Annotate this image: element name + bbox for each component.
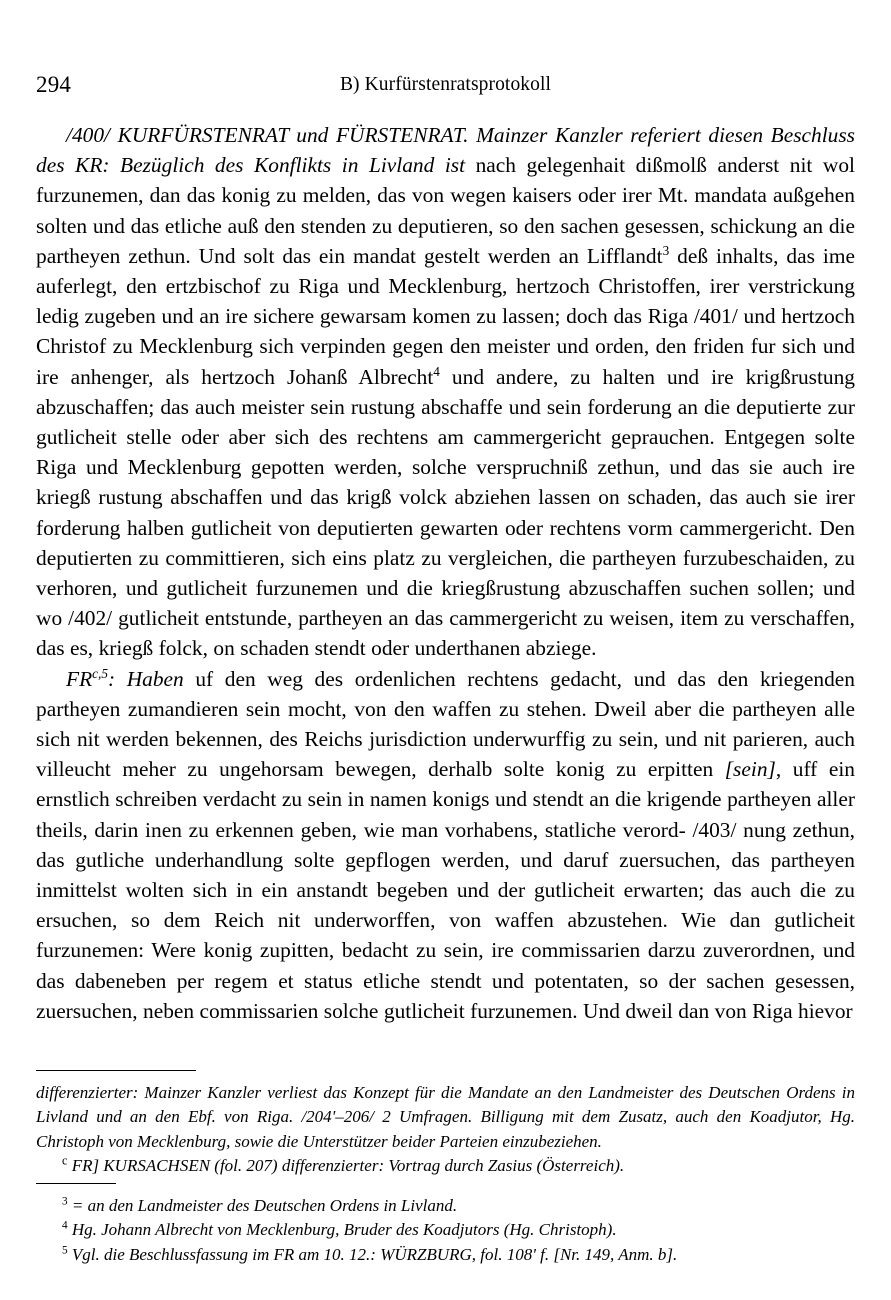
footnote-marker-3: 3 — [62, 1195, 68, 1208]
rubric-kurfuerstenrat-part1: /400/ KURFÜRSTENRAT und FÜRSTENRAT — [66, 123, 464, 147]
variant-entry-c — [36, 1154, 855, 1178]
paragraph-fr — [36, 664, 855, 1026]
footnotes — [36, 1194, 855, 1267]
footnote-4 — [36, 1218, 855, 1242]
editorial-interpolation-sein: [sein] — [724, 757, 776, 782]
running-title: B) Kurfürstenratsprotokoll — [339, 74, 552, 95]
paragraph-fr-text-2: , uff ein ernstlich schreiben verdacht zu sein in namen konigs und stendt an die krigende partheyen aller theils, darin inen zu erkennen geben, wie man vorhabens, statliche verord- /403/ nung zethun, das gutliche underhandlung solte gepflogen werden, und daruf zuersuchen, das partheyen inmittelst wolten sich in ein anstandt begeben und der gutlicheit erwarten; das auch die zu ersuchen, so dem Reich nit underworffen, von waffen abzustehen. Wie dan gutlicheit furzunemen: Were konig zupitten, bedacht zu sein, ire commissarien darzu zuverordnen, und das dabeneben per regem et status etliche stendt und potentaten, so der sachen gesessen, zuersuchen, neben commissarien solche gutlicheit furzunemen. Und dweil dan von Riga hievor — [36, 757, 855, 1023]
footnote-ref-4[interactable]: 4 — [433, 363, 440, 379]
rubric-fr-label: FR — [66, 666, 93, 691]
paragraph-kurfuerstenrat-text-2: deß inhalts, das ime auferlegt, den ertzbischof zu Riga und Mecklenburg, hertzoch Christoffen, irer verstrickung ledig zugeben und an ire sichere gewarsam komen zu lassen; doch das Riga /401/ und hertzoch Christof zu Mecklenburg sich verpinden gegen den meister und orden, den friden fur sich und ire anhenger, als hertzoch Johanß Albrecht — [36, 243, 856, 389]
rubric-kurfuerstenrat-part2: . Mainzer Kanzler referiert diesen Beschluss des KR: Bezüglich des Konflikts in Livland ist — [36, 123, 855, 178]
body-text — [36, 120, 855, 1026]
paragraph-fr-text-1: uf den weg des ordenlichen rechtens gedacht, und das den kriegenden partheyen zumandieren sein mocht, von den waffen zu stehen. Dweil aber die partheyen alle sich nit werden bekennen, des Reichs jurisdiction underwurffig zu sein, und nit parieren, auch villeucht meher zu ungehorsam bewegen, derhalb solte konig zu erpitten — [36, 666, 855, 782]
variant-entry-continued — [36, 1081, 855, 1154]
paragraph-kurfuerstenrat — [36, 120, 855, 664]
apparatus-rule-variants — [36, 1070, 196, 1071]
footnote-5 — [36, 1243, 855, 1267]
variant-marker-c: c — [62, 1153, 68, 1168]
rubric-fr-colon: : — [107, 666, 116, 691]
variant-apparatus — [36, 1081, 855, 1179]
footnote-3 — [36, 1194, 855, 1218]
footnote-text-4: Hg. Johann Albrecht von Mecklenburg, Bruder des Koadjutors (Hg. Christoph). — [71, 1220, 617, 1240]
footnote-ref-3[interactable]: 3 — [662, 242, 670, 258]
variant-continued-text: differenzierter: Mainzer Kanzler verliest das Konzept für die Mandate an den Landmeister des Deutschen Ordens in Livland und an den Ebf. von Riga. /204'–206/ 2 Umfragen. Billigung mit dem Zusatz, auch den Koadjutor, Hg. Christoph von Mecklenburg, sowie die Unterstützer beider Parteien einzubeziehen. — [36, 1083, 855, 1151]
footnote-marker-5: 5 — [62, 1244, 68, 1257]
footnote-text-5: Vgl. die Beschlussfassung im FR am 10. 12.: WÜRZBURG, fol. 108' f. [Nr. 149, Anm. b]. — [71, 1244, 678, 1264]
rubric-fr-haben: Haben — [115, 666, 184, 691]
footnote-marker-4: 4 — [62, 1219, 68, 1232]
paragraph-kurfuerstenrat-text-1: nach gelegenhait dißmolß anderst nit wol furzunemen, dan das konig zu melden, das von wegen kaisers oder irer Mt. mandata außgehen solten und das etliche auß den stenden zu deputieren, so den sachen gesessen, schickung an die partheyen zethun. Und solt das ein mandat gestelt werden an Lifflandt — [36, 153, 855, 268]
footnote-text-3: = an den Landmeister des Deutschen Ordens in Livland. — [71, 1196, 458, 1215]
paragraph-kurfuerstenrat-text-3: und andere, zu halten und ire krigßrustung abzuschaffen; das auch meister sein rustung abschaffe und sein forderung an die deputierte zur gutlicheit stelle oder aber sich des rechtens am cammergericht geprauchen. Entgegen solte Riga und Mecklenburg gepotten werden, solche verspruchniß zethun, und das sie auch ire kriegß rustung abschaffen und das krigß volck abziehen lassen on schaden, das auch sie irer forderung halben gutlicheit von deputierten gewarten oder rechtens vorm cammergericht. Den deputierten zu committieren, sich eins platz zu vergleichen, die partheyen furzubeschaiden, zu verhoren, und gutlicheit furzunemen und die kriegßrustung abzuschaffen suchen sollen; und wo /402/ gutlicheit entstunde, partheyen an das cammergericht zu weisen, item zu verschaffen, das es, kriegß folck, on schaden stendt oder underthanen abziege. — [36, 364, 855, 661]
variant-text-c: FR] KURSACHSEN (fol. 207) differenzierter: Vortrag durch Zasius (Österreich). — [71, 1156, 625, 1176]
apparatus-rule-notes — [36, 1183, 116, 1184]
running-head — [36, 72, 855, 98]
footnote-ref-c5[interactable]: c,5 — [92, 665, 108, 681]
folio-number: 294 — [36, 72, 72, 97]
